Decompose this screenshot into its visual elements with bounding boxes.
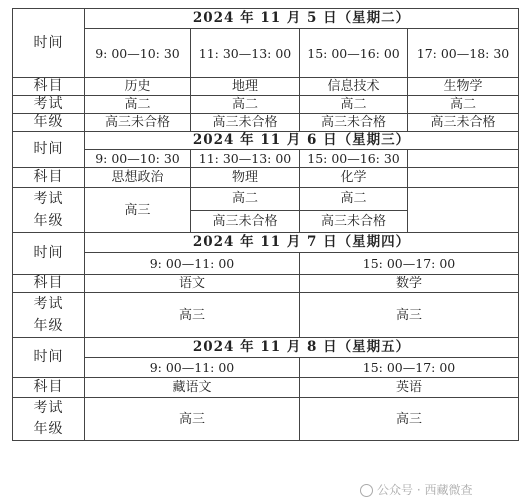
grade-cell: 高三未合格 — [85, 114, 191, 132]
grade-cell: 高三 — [85, 188, 191, 233]
time-label: 时间 — [13, 338, 85, 378]
exam-label: 考试 — [33, 191, 64, 207]
exam-schedule — [12, 8, 518, 441]
subject-cell: 数学 — [300, 275, 519, 293]
grade-cell: 高三未合格 — [408, 114, 519, 132]
watermark-text: 公众号 · 西藏微查 — [377, 483, 473, 497]
time-slot: 11: 30—13: 00 — [191, 29, 300, 78]
grade-cell: 高三 — [300, 398, 519, 441]
grade-cell: 高三未合格 — [191, 210, 300, 233]
grade-label: 年级 — [33, 213, 64, 229]
grade-label: 年级 — [13, 114, 85, 132]
exam-label: 考试 — [33, 296, 64, 312]
empty-cell — [408, 150, 519, 168]
date-header: 2024 年 11 月 5 日（星期二） — [85, 9, 519, 29]
grade-cell: 高二 — [408, 96, 519, 114]
subject-label: 科目 — [13, 168, 85, 188]
exam-label: 考试 — [13, 96, 85, 114]
watermark — [360, 481, 472, 498]
time-label: 时间 — [13, 9, 85, 78]
time-slot: 15: 00—16: 00 — [300, 29, 408, 78]
subject-cell: 英语 — [300, 378, 519, 398]
grade-cell: 高二 — [191, 96, 300, 114]
exam-grade-label — [13, 398, 85, 441]
subject-cell: 藏语文 — [85, 378, 300, 398]
subject-cell: 地理 — [191, 78, 300, 96]
grade-label: 年级 — [33, 421, 64, 437]
grade-cell: 高二 — [191, 188, 300, 211]
subject-label: 科目 — [13, 275, 85, 293]
time-slot: 15: 00—17: 00 — [300, 358, 519, 378]
grade-cell: 高二 — [85, 96, 191, 114]
time-slot: 9: 00—11: 00 — [85, 358, 300, 378]
empty-cell — [408, 188, 519, 233]
subject-label: 科目 — [13, 78, 85, 96]
grade-cell: 高三 — [85, 293, 300, 338]
exam-label: 考试 — [33, 400, 64, 416]
subject-cell: 生物学 — [408, 78, 519, 96]
subject-label: 科目 — [13, 378, 85, 398]
time-slot: 15: 00—17: 00 — [300, 253, 519, 275]
empty-cell — [408, 168, 519, 188]
grade-label: 年级 — [33, 318, 64, 334]
exam-grade-label — [13, 188, 85, 233]
time-slot: 11: 30—13: 00 — [191, 150, 300, 168]
subject-cell: 信息技术 — [300, 78, 408, 96]
subject-cell: 思想政治 — [85, 168, 191, 188]
time-label: 时间 — [13, 132, 85, 168]
time-slot: 9: 00—11: 00 — [85, 253, 300, 275]
subject-cell: 物理 — [191, 168, 300, 188]
grade-cell: 高三 — [300, 293, 519, 338]
time-slot: 9: 00—10: 30 — [85, 150, 191, 168]
time-label: 时间 — [13, 233, 85, 275]
date-header: 2024 年 11 月 8 日（星期五） — [85, 338, 519, 358]
grade-cell: 高三未合格 — [191, 114, 300, 132]
wechat-icon — [360, 484, 373, 497]
exam-schedule-table — [12, 8, 519, 441]
grade-cell: 高三 — [85, 398, 300, 441]
grade-cell: 高三未合格 — [300, 114, 408, 132]
grade-cell: 高二 — [300, 96, 408, 114]
time-slot: 17: 00—18: 30 — [408, 29, 519, 78]
subject-cell: 化学 — [300, 168, 408, 188]
grade-cell: 高三未合格 — [300, 210, 408, 233]
date-header: 2024 年 11 月 6 日（星期三） — [85, 132, 519, 150]
time-slot: 9: 00—10: 30 — [85, 29, 191, 78]
subject-cell: 历史 — [85, 78, 191, 96]
subject-cell: 语文 — [85, 275, 300, 293]
exam-grade-label — [13, 293, 85, 338]
grade-cell: 高二 — [300, 188, 408, 211]
time-slot: 15: 00—16: 30 — [300, 150, 408, 168]
date-header: 2024 年 11 月 7 日（星期四） — [85, 233, 519, 253]
